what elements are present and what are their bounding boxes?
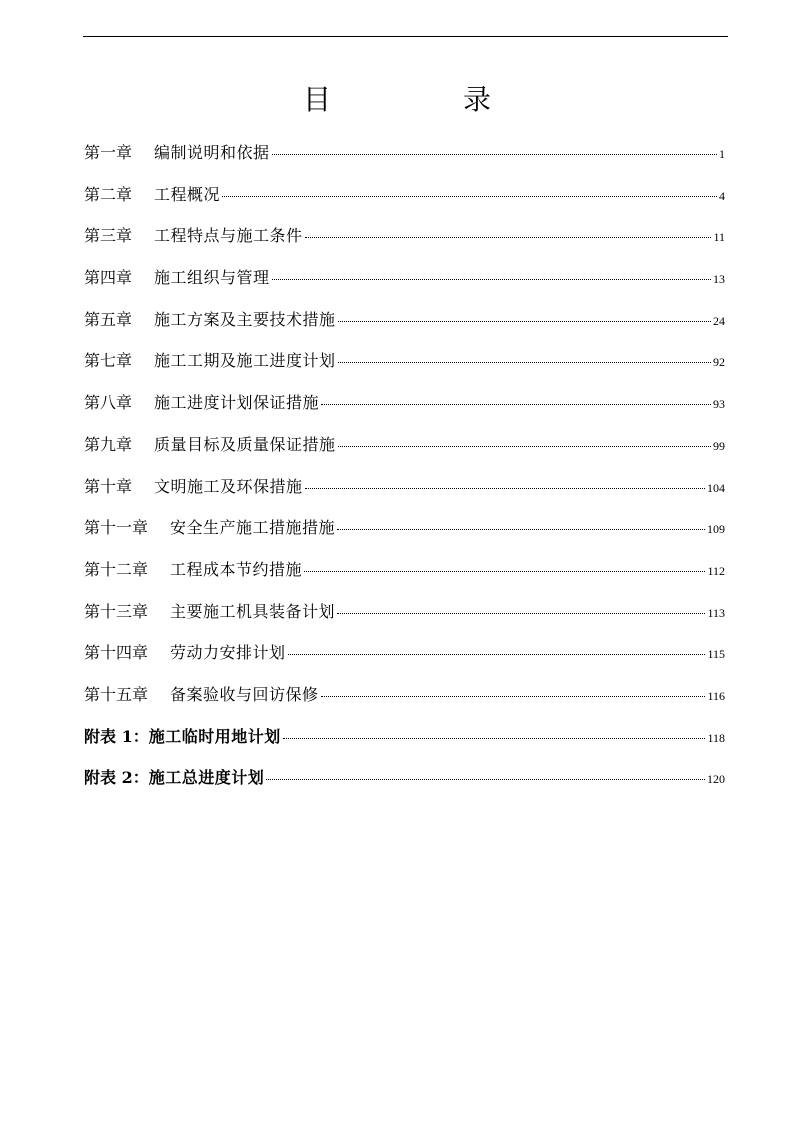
toc-page-number: 11 bbox=[713, 230, 725, 245]
table-of-contents bbox=[84, 140, 725, 807]
toc-chapter-label: 第十三章 bbox=[84, 601, 149, 621]
toc-chapter-label: 第二章 bbox=[84, 184, 133, 204]
toc-dot-leader bbox=[222, 196, 717, 197]
toc-chapter-label: 第五章 bbox=[84, 309, 133, 329]
toc-entry-title: 主要施工机具装备计划 bbox=[170, 601, 336, 621]
toc-entry[interactable] bbox=[84, 223, 725, 265]
toc-chapter-label: 第四章 bbox=[84, 268, 133, 288]
toc-entry-title: 工程特点与施工条件 bbox=[154, 226, 303, 246]
toc-dot-leader bbox=[283, 738, 706, 739]
toc-page-number: 113 bbox=[707, 605, 725, 620]
toc-dot-leader bbox=[321, 404, 711, 405]
toc-entry-title: 施工工期及施工进度计划 bbox=[154, 351, 336, 371]
toc-entry-title: 施工进度计划保证措施 bbox=[154, 393, 320, 413]
toc-page-number: 92 bbox=[713, 355, 725, 370]
toc-dot-leader bbox=[272, 279, 711, 280]
toc-entry-title: 施工组织与管理 bbox=[154, 268, 270, 288]
toc-entry[interactable] bbox=[84, 599, 725, 641]
page-title: 目 录 bbox=[302, 83, 543, 116]
toc-entry-title: 质量目标及质量保证措施 bbox=[154, 434, 336, 454]
toc-page-number: 1 bbox=[719, 147, 725, 161]
toc-page-number: 93 bbox=[713, 397, 725, 412]
toc-page-number: 99 bbox=[713, 438, 725, 453]
toc-dot-leader bbox=[337, 613, 705, 614]
toc-entry-title: 备案验收与回访保修 bbox=[170, 684, 319, 704]
toc-page-number: 104 bbox=[707, 480, 725, 495]
toc-entry[interactable] bbox=[84, 682, 725, 724]
toc-page-number: 116 bbox=[707, 688, 725, 703]
toc-entry-title: 文明施工及环保措施 bbox=[154, 476, 303, 496]
toc-entry-title: 工程概况 bbox=[154, 184, 221, 204]
toc-chapter-label: 第一章 bbox=[84, 143, 133, 162]
header-rule bbox=[83, 36, 728, 37]
toc-entry-title: 劳动力安排计划 bbox=[170, 643, 286, 663]
toc-entry[interactable] bbox=[84, 390, 725, 432]
toc-dot-leader bbox=[272, 154, 717, 155]
toc-entry-title: 安全生产施工措施措施 bbox=[170, 518, 336, 538]
toc-chapter-label: 第十二章 bbox=[84, 559, 149, 579]
toc-entry[interactable] bbox=[84, 724, 725, 766]
toc-chapter-label: 第七章 bbox=[84, 351, 133, 371]
toc-entry[interactable] bbox=[84, 182, 725, 224]
toc-chapter-label: 第十章 bbox=[84, 476, 133, 496]
toc-chapter-label: 第九章 bbox=[84, 434, 133, 454]
toc-chapter-label: 第十四章 bbox=[84, 643, 149, 663]
toc-entry[interactable] bbox=[84, 265, 725, 307]
toc-chapter-label: 第十五章 bbox=[84, 684, 149, 704]
toc-page-number: 4 bbox=[719, 188, 725, 203]
toc-entry[interactable] bbox=[84, 307, 725, 349]
toc-page-number: 115 bbox=[707, 647, 725, 662]
toc-chapter-label: 第三章 bbox=[84, 226, 133, 246]
toc-dot-leader bbox=[338, 362, 711, 363]
toc-entry[interactable] bbox=[84, 640, 725, 682]
toc-entry[interactable] bbox=[84, 474, 725, 516]
toc-dot-leader bbox=[304, 571, 705, 572]
toc-page-number: 112 bbox=[707, 563, 725, 578]
toc-page-number: 120 bbox=[707, 772, 725, 787]
toc-page-number: 13 bbox=[713, 272, 725, 287]
toc-entry[interactable] bbox=[84, 432, 725, 474]
toc-page-number: 118 bbox=[707, 730, 725, 745]
toc-dot-leader bbox=[338, 321, 711, 322]
toc-dot-leader bbox=[338, 446, 711, 447]
toc-chapter-label: 第八章 bbox=[84, 393, 133, 413]
toc-page-number: 24 bbox=[713, 313, 725, 328]
toc-chapter-label: 附表 2： bbox=[84, 768, 149, 788]
toc-entry-title: 施工临时用地计划 bbox=[148, 726, 281, 746]
toc-chapter-label: 第十一章 bbox=[84, 518, 149, 538]
toc-entry[interactable] bbox=[84, 140, 725, 182]
toc-dot-leader bbox=[305, 237, 712, 238]
toc-dot-leader bbox=[337, 529, 705, 530]
toc-dot-leader bbox=[288, 654, 706, 655]
toc-entry-title: 施工总进度计划 bbox=[148, 768, 265, 788]
toc-entry[interactable] bbox=[84, 515, 725, 557]
toc-entry[interactable] bbox=[84, 348, 725, 390]
toc-dot-leader bbox=[266, 779, 705, 780]
toc-dot-leader bbox=[305, 488, 705, 489]
toc-dot-leader bbox=[321, 696, 706, 697]
toc-entry-title: 施工方案及主要技术措施 bbox=[154, 309, 336, 329]
toc-entry[interactable] bbox=[84, 557, 725, 599]
toc-entry-title: 编制说明和依据 bbox=[154, 143, 270, 162]
toc-page-number: 109 bbox=[707, 522, 725, 537]
toc-chapter-label: 附表 1： bbox=[84, 726, 149, 746]
toc-entry[interactable] bbox=[84, 765, 725, 807]
toc-entry-title: 工程成本节约措施 bbox=[170, 559, 303, 579]
